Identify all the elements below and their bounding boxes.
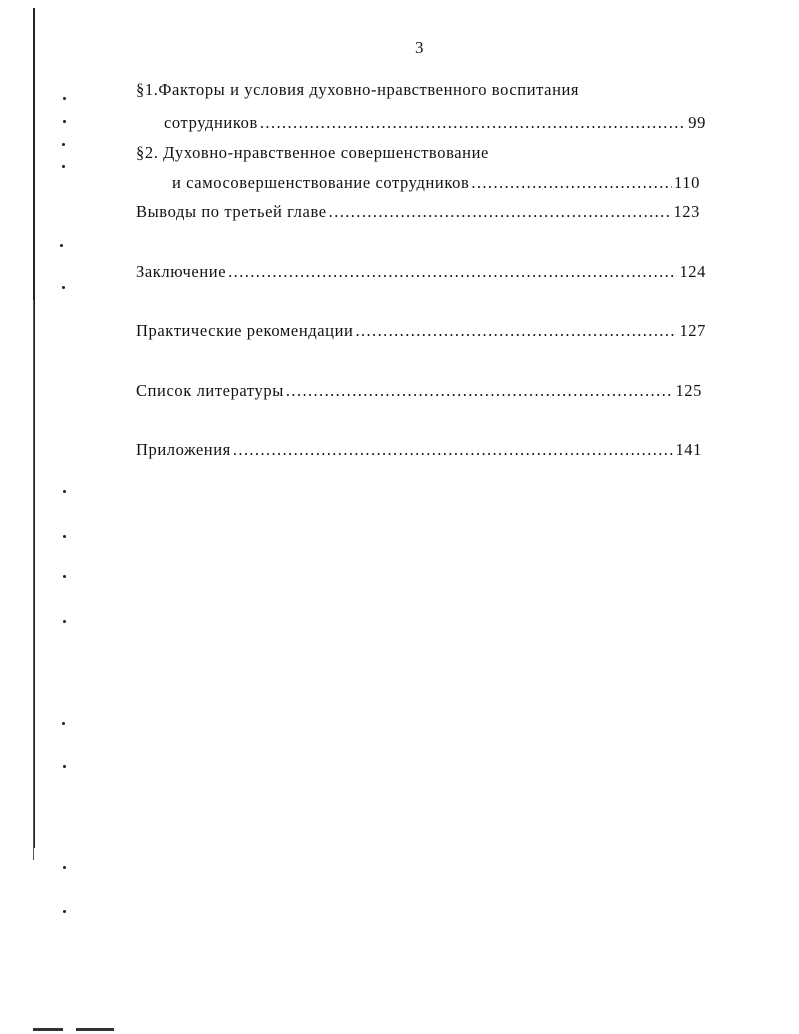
scan-speck	[63, 535, 66, 538]
toc-entry-line	[136, 440, 702, 460]
toc-entry-page: 99	[688, 113, 706, 132]
scan-speck	[63, 866, 66, 869]
toc-entry	[136, 381, 702, 401]
toc-entry-page: 141	[675, 440, 702, 459]
scan-speck	[63, 490, 66, 493]
toc-entry-page: 125	[675, 381, 702, 400]
toc-entry-label: Список литературы	[136, 381, 284, 400]
toc-entry-label: и самосовершенствование сотрудников	[172, 173, 470, 192]
toc-entry-page: 123	[673, 202, 700, 221]
toc-entry	[136, 262, 706, 282]
scan-edge-line-faint	[33, 300, 34, 860]
scan-bottom-mark	[33, 1028, 63, 1031]
dot-leader	[355, 321, 677, 341]
dot-leader	[286, 381, 674, 401]
dot-leader	[228, 262, 677, 282]
toc-entry	[136, 143, 706, 163]
scan-speck	[62, 286, 65, 289]
scan-speck	[62, 143, 65, 146]
toc-entry	[136, 80, 706, 100]
toc-entry	[136, 440, 702, 460]
toc-entry-line	[164, 113, 706, 133]
scan-speck	[63, 575, 66, 578]
scan-speck	[62, 722, 65, 725]
scan-speck	[63, 910, 66, 913]
toc-entry-page: 110	[674, 173, 700, 192]
toc-entry-label: сотрудников	[164, 113, 258, 132]
toc-entry-label: Приложения	[136, 440, 231, 459]
scan-bottom-mark	[76, 1028, 114, 1031]
toc-entry-first-line: §1.Факторы и условия духовно-нравственного воспитания	[136, 80, 580, 99]
toc-entry	[164, 113, 706, 133]
toc-entry-label: Практические рекомендации	[136, 321, 354, 340]
page-number: 3	[415, 38, 424, 57]
dot-leader	[260, 113, 686, 133]
toc-entry-line	[136, 202, 700, 222]
toc-entry-first-line: §2. Духовно-нравственное совершенствование	[136, 143, 489, 162]
scan-speck	[62, 165, 65, 168]
toc-entry-label: Выводы по третьей главе	[136, 202, 327, 221]
dot-leader	[329, 202, 672, 222]
toc-entry-line	[136, 262, 706, 282]
toc-entry-line	[136, 381, 702, 401]
toc-entry-label: Заключение	[136, 262, 227, 281]
scan-speck	[63, 97, 66, 100]
toc-entry	[136, 321, 706, 341]
dot-leader	[233, 440, 674, 460]
scan-speck	[60, 244, 63, 247]
scan-speck	[63, 765, 66, 768]
toc-entry-line	[172, 173, 700, 193]
toc-entry	[172, 173, 700, 193]
scan-speck	[63, 620, 66, 623]
dot-leader	[471, 173, 672, 193]
toc-entry-line	[136, 321, 706, 341]
scan-speck	[63, 120, 66, 123]
toc-entry-page: 124	[679, 262, 706, 281]
toc-entry-page: 127	[679, 321, 706, 340]
toc-entry	[136, 202, 700, 222]
